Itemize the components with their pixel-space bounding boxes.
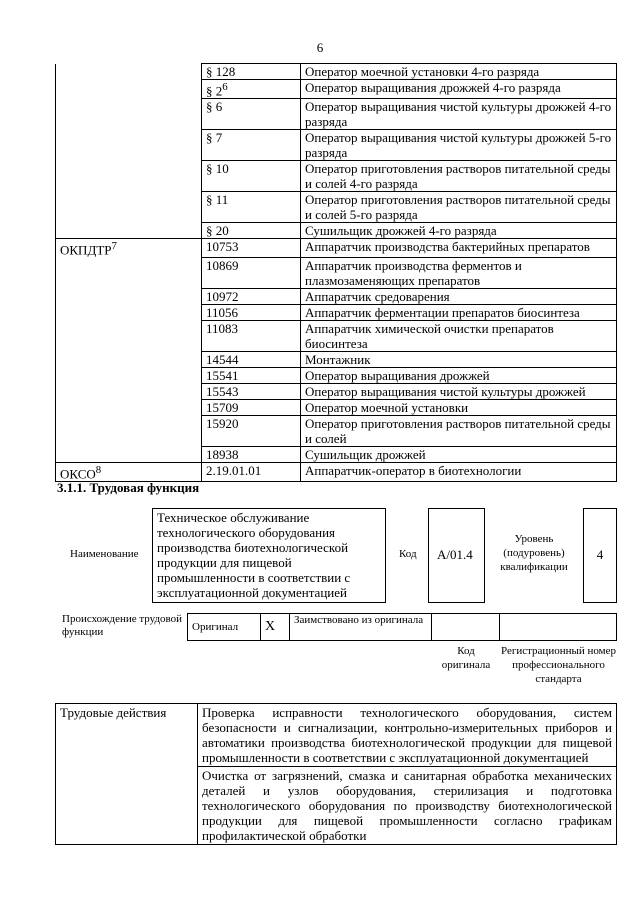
group-cell — [56, 258, 202, 289]
code-cell — [202, 321, 301, 352]
actions-table — [55, 703, 617, 845]
code-cell — [202, 192, 301, 223]
occupation-code: 10869 — [206, 258, 239, 274]
table-row — [56, 384, 617, 400]
table-row — [56, 99, 617, 130]
occupation-name: Аппаратчик производства ферментов и плазмозаменяющих препаратов — [301, 258, 617, 289]
code-cell — [202, 352, 301, 368]
table-row — [56, 305, 617, 321]
occupation-name: Аппаратчик-оператор в биотехнологии — [301, 463, 617, 482]
occupation-name: Оператор выращивания чистой культуры дрожжей 4-го разряда — [301, 99, 617, 130]
occupation-name: Оператор выращивания чистой культуры дрожжей — [301, 384, 617, 400]
code-cell — [202, 289, 301, 305]
table-row — [56, 130, 617, 161]
code-cell — [202, 80, 301, 99]
table-row — [56, 447, 617, 463]
group-cell — [56, 80, 202, 99]
occupation-code: 15543 — [206, 384, 239, 400]
group-cell — [56, 400, 202, 416]
function-code: А/01.4 — [428, 508, 485, 603]
occupation-code: 10972 — [206, 289, 239, 305]
code-cell — [202, 99, 301, 130]
table-row — [56, 321, 617, 352]
occupations-table — [55, 63, 617, 482]
group-cell — [56, 447, 202, 463]
code-cell — [202, 223, 301, 239]
borrowed-label: Заимствовано из оригинала — [290, 614, 432, 641]
code-cell — [202, 161, 301, 192]
table-row — [56, 80, 617, 99]
occupation-name: Оператор приготовления растворов питательной среды и солей 4-го разряда — [301, 161, 617, 192]
level-value: 4 — [583, 508, 617, 603]
occupation-name: Сушильщик дрожжей 4-го разряда — [301, 223, 617, 239]
occupation-name: Сушильщик дрожжей — [301, 447, 617, 463]
code-cell — [202, 258, 301, 289]
occupation-name: Оператор моечной установки 4-го разряда — [301, 64, 617, 80]
section-title: 3.1.1. Трудовая функция — [57, 480, 200, 495]
page-number: 6 — [316, 40, 324, 55]
code-cell — [202, 305, 301, 321]
name-label: Наименование — [70, 548, 139, 560]
code-cell — [202, 416, 301, 447]
occupation-name: Оператор выращивания дрожжей 4-го разряда — [301, 80, 617, 99]
occupation-code: 18938 — [206, 447, 239, 463]
occupation-code: 11083 — [206, 321, 239, 337]
group-cell — [56, 384, 202, 400]
table-row — [56, 368, 617, 384]
code-cell — [202, 239, 301, 258]
reg-number-label: Регистрационный номер профессионального стандарта — [500, 645, 617, 685]
occupation-code: 15920 — [206, 416, 239, 432]
footnote-ref: 8 — [95, 464, 102, 477]
origin-table — [187, 613, 617, 641]
occupation-name: Аппаратчик средоварения — [301, 289, 617, 305]
occupation-name: Оператор приготовления растворов питательной среды и солей — [301, 416, 617, 447]
reg-number-cell — [500, 614, 617, 641]
group-cell — [56, 161, 202, 192]
group-cell — [56, 368, 202, 384]
level-label: Уровень (подуровень) квалификации — [500, 533, 568, 573]
occupation-name: Оператор выращивания чистой культуры дрожжей 5-го разряда — [301, 130, 617, 161]
group-cell — [56, 352, 202, 368]
original-label: Оригинал — [192, 621, 239, 633]
group-cell — [56, 305, 202, 321]
occupation-code: § 20 — [206, 223, 229, 239]
group-cell — [56, 321, 202, 352]
group-name: ОКСО — [60, 466, 96, 482]
group-cell — [56, 416, 202, 447]
footnote-ref: 7 — [111, 240, 117, 253]
actions-label: Трудовые действия — [56, 704, 198, 845]
table-row — [56, 223, 617, 239]
table-row — [56, 704, 617, 767]
occupation-code: § 11 — [206, 192, 229, 208]
table-row — [56, 289, 617, 305]
table-row — [56, 400, 617, 416]
group-cell — [56, 223, 202, 239]
occupation-code: 14544 — [206, 352, 239, 368]
occupation-code: 10753 — [206, 239, 239, 255]
group-cell — [56, 192, 202, 223]
occupation-name: Монтажник — [301, 352, 617, 368]
action-item: Очистка от загрязнений, смазка и санитарная обработка механических деталей и узлов оборудования, стерилизация и подготовка технологического оборудования по производству биотехнологической продукции для пищевой промышленности согласно графикам профилактической обработки — [198, 767, 617, 845]
action-item: Проверка исправности технологического оборудования, систем безопасности и сигнализации, контрольно-измерительных приборов и автоматики производства биотехнологической продукции для пищевой промышленности в соответствии с эксплуатационной документацией — [198, 704, 617, 767]
code-cell — [202, 368, 301, 384]
occupation-code: § 10 — [206, 161, 229, 177]
occupation-code: 15709 — [206, 400, 239, 416]
occupation-code: 15541 — [206, 368, 239, 384]
origin-label: Происхождение трудовой функции — [62, 613, 183, 638]
original-cell — [188, 614, 261, 641]
original-code-cell — [432, 614, 500, 641]
code-cell — [202, 400, 301, 416]
occupation-code: 2.19.01.01 — [206, 463, 262, 479]
group-cell — [56, 239, 202, 258]
occupation-code: § 6 — [206, 99, 223, 115]
occupation-name: Оператор выращивания дрожжей — [301, 368, 617, 384]
occupation-name: Оператор приготовления растворов питательной среды и солей 5-го разряда — [301, 192, 617, 223]
group-cell — [56, 130, 202, 161]
occupation-name: Аппаратчик ферментации препаратов биосинтеза — [301, 305, 617, 321]
table-row — [56, 192, 617, 223]
original-code-label: Код оригинала — [441, 645, 491, 671]
original-mark: X — [261, 614, 290, 641]
occupation-name: Аппаратчик производства бактерийных препаратов — [301, 239, 617, 258]
code-cell — [202, 447, 301, 463]
code-cell — [202, 64, 301, 80]
occupation-name: Оператор моечной установки — [301, 400, 617, 416]
table-row — [56, 352, 617, 368]
group-name: ОКПДТР — [60, 242, 112, 258]
function-name: Техническое обслуживание технологического оборудования производства биотехнологической продукции для пищевой промышленности в соответствии с эксплуатационной документацией — [152, 508, 386, 603]
table-row — [56, 239, 617, 258]
group-cell — [56, 99, 202, 130]
table-row — [56, 161, 617, 192]
code-label: Код — [399, 548, 417, 560]
occupation-code: § 7 — [206, 130, 223, 146]
footnote-ref: 6 — [222, 81, 228, 93]
group-cell — [56, 289, 202, 305]
table-row — [56, 258, 617, 289]
occupation-code: § 2 — [206, 83, 223, 99]
code-cell — [202, 130, 301, 161]
code-cell — [202, 463, 301, 482]
occupation-code: 11056 — [206, 305, 239, 321]
occupation-code: § 128 — [206, 64, 236, 79]
group-cell — [56, 64, 202, 80]
table-row — [56, 416, 617, 447]
occupation-name: Аппаратчик химической очистки препаратов биосинтеза — [301, 321, 617, 352]
table-row — [56, 64, 617, 80]
code-cell — [202, 384, 301, 400]
